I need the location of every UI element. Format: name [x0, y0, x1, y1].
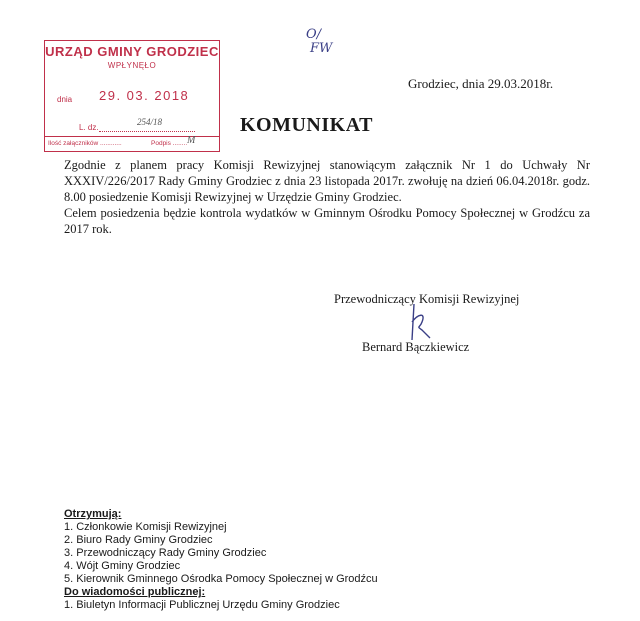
document-title: KOMUNIKAT [240, 114, 374, 136]
stamp-date-value: 29. 03. 2018 [99, 88, 190, 103]
stamp-attachments-label: Ilość załączników ............ [48, 140, 122, 147]
stamp-signature-value: M [187, 135, 196, 146]
public-item: 1. Biuletyn Informacji Publicznej Urzędu Gminy Grodziec [64, 599, 340, 611]
handwritten-note-line-1: O/ [306, 27, 322, 42]
public-heading: Do wiadomości publicznej: [64, 586, 206, 598]
signature-title: Przewodniczący Komisji Rewizyjnej [334, 292, 520, 306]
recipient-item: 2. Biuro Rady Gminy Grodziec [64, 534, 213, 546]
recipients-section [64, 508, 378, 612]
recipient-item: 4. Wójt Gminy Grodziec [64, 560, 181, 572]
recipient-item: 3. Przewodniczący Rady Gminy Grodziec [64, 547, 267, 559]
recipient-item: 1. Członkowie Komisji Rewizyjnej [64, 521, 227, 533]
stamp-date-label: dnia [57, 95, 73, 104]
recipient-item: 5. Kierownik Gminnego Ośrodka Pomocy Społecznej w Grodźcu [64, 573, 378, 585]
stamp-register-label: L. dz. [79, 123, 99, 132]
stamp-bottom-row [45, 136, 219, 151]
handwritten-note [306, 28, 332, 56]
signature-name: Bernard Bączkiewicz [362, 340, 470, 354]
body-paragraph-2: Celem posiedzenia będzie kontrola wydatków w Gminnym Ośrodku Pomocy Społecznej w Grodźcu za 2017 rok. [64, 206, 590, 236]
document-body [64, 157, 590, 237]
stamp-signature-label: Podpis ........ [151, 140, 188, 147]
place-date: Grodziec, dnia 29.03.2018r. [408, 76, 554, 91]
handwritten-note-line-2: FW [310, 41, 333, 56]
body-paragraph-1: Zgodnie z planem pracy Komisji Rewizyjnej stanowiącym załącznik Nr 1 do Uchwały Nr XXXIV/226/2017 Rady Gminy Grodziec z dnia 23 listopada 2017r. zwołuję na dzień 06.04.2018r. godz. 8.00 posiedzenie Komisji Rewizyjnej w Urzędzie Gminy Grodziec. [64, 158, 590, 204]
stamp-register-line [99, 131, 195, 132]
registration-stamp [44, 40, 220, 152]
stamp-received-label: WPŁYNĘŁO [107, 61, 157, 70]
stamp-register-value: 254/18 [137, 117, 163, 127]
stamp-office-name: URZĄD GMINY GRODZIEC [45, 44, 219, 59]
recipients-heading: Otrzymują: [64, 508, 122, 520]
